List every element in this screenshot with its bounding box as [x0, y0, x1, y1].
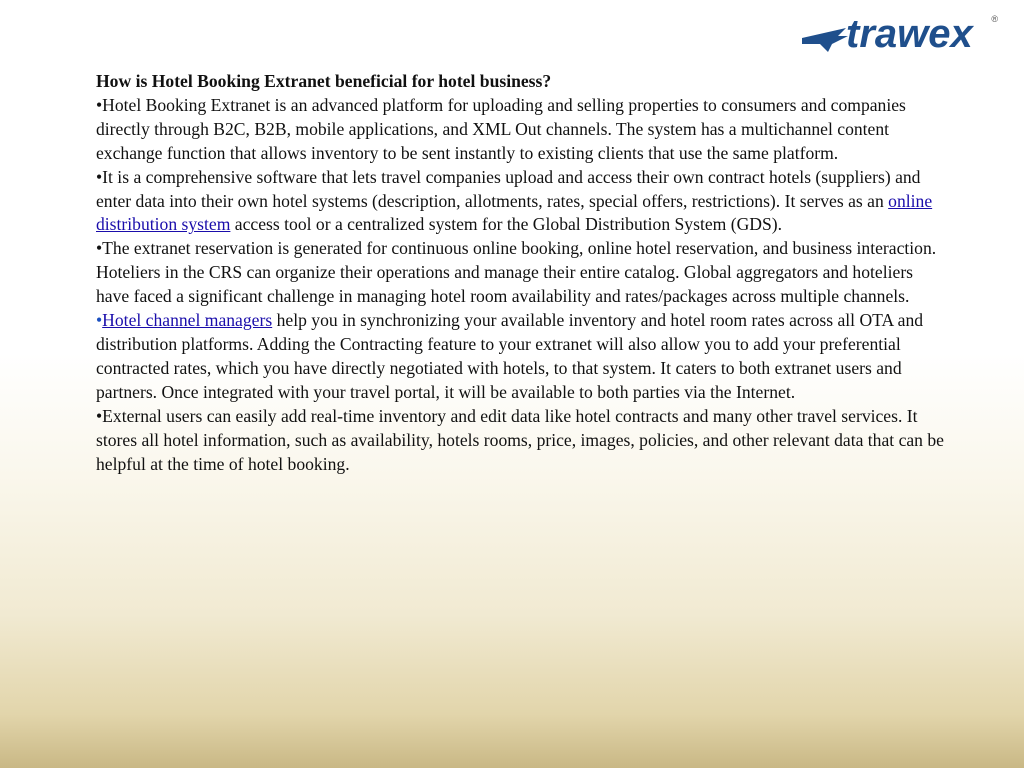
- online-distribution-system-link[interactable]: online distribution system: [96, 190, 933, 235]
- trawex-logo: [802, 14, 1002, 60]
- logo-text: trawex: [846, 12, 973, 56]
- article-body: [96, 70, 946, 476]
- paragraph-4-text: help you in synchronizing your available inventory and hotel room rates across all OTA and distribution platforms. Adding the Contracting feature to your extranet will also allow you to add your preferential contracted rates, which you have directly negotiated with hotels, to that system. It caters to both extranet users and partners. Once integrated with your travel portal, it will be available to both parties via the Internet.: [96, 310, 924, 402]
- page-heading: How is Hotel Booking Extranet beneficial for hotel business?: [96, 71, 552, 91]
- hotel-channel-managers-link[interactable]: Hotel channel managers: [102, 310, 273, 331]
- registered-mark: ®: [991, 14, 998, 24]
- paragraph-4: [96, 309, 946, 405]
- paragraph-3: •The extranet reservation is generated for continuous online booking, online hotel reservation, and business interaction. Hoteliers in the CRS can organize their operations and manage their entire catalog. Global aggregators and hoteliers have faced a significant challenge in managing hotel room availability and rates/packages across multiple channels.: [96, 238, 937, 307]
- paragraph-2-text-b: access tool or a centralized system for the Global Distribution System (GDS).: [230, 214, 783, 235]
- paragraph-4-bullet: •: [96, 310, 103, 331]
- paragraph-2: [96, 166, 946, 238]
- paragraph-1: •Hotel Booking Extranet is an advanced platform for uploading and selling properties to consumers and companies directly through B2C, B2B, mobile applications, and XML Out channels. The system has a multichannel content exchange function that allows inventory to be sent instantly to existing clients that use the same platform.: [96, 94, 906, 163]
- paragraph-5: •External users can easily add real-time inventory and edit data like hotel contracts and many other travel services. It stores all hotel information, such as availability, hotels rooms, price, images, policies, and other relevant data that can be helpful at the time of hotel booking.: [96, 405, 944, 474]
- paragraph-2-text-a: •It is a comprehensive software that lets travel companies upload and access their own contract hotels (suppliers) and enter data into their own hotel systems (description, allotments, rates, special offers, restrictions). It serves as an: [96, 166, 921, 211]
- plane-arrow-icon: [802, 14, 852, 60]
